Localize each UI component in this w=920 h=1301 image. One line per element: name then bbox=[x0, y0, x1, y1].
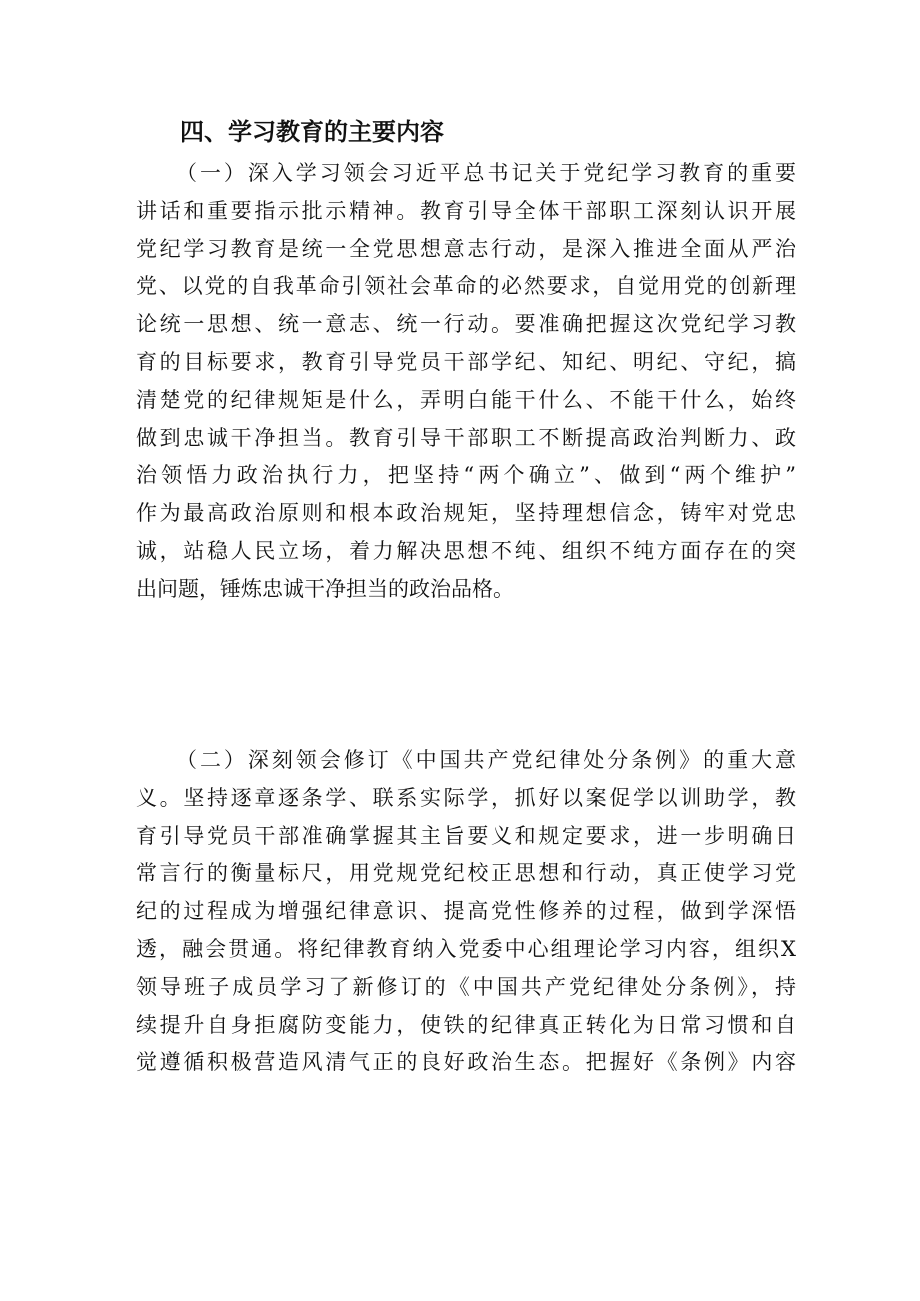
paragraph-line: 育引导党员干部准确掌握其主旨要义和规定要求，进一步明确日 bbox=[136, 823, 796, 848]
paragraph-line: 做到忠诚干净担当。教育引导干部职工不断提高政治判断力、政 bbox=[136, 425, 796, 450]
paragraph-line: 透，融会贯通。将纪律教育纳入党委中心组理论学习内容，组织X bbox=[136, 936, 796, 961]
paragraph-line: 清楚党的纪律规矩是什么，弄明白能干什么、不能干什么，始终 bbox=[136, 387, 796, 412]
paragraph-line: 纪的过程成为增强纪律意识、提高党性修养的过程，做到学深悟 bbox=[136, 899, 796, 924]
paragraph-line: 领导班子成员学习了新修订的《中国共产党纪律处分条例》，持 bbox=[136, 974, 796, 999]
section-heading: 四、学习教育的主要内容 bbox=[180, 118, 444, 146]
paragraph-2 bbox=[136, 742, 796, 1082]
paragraph-line: 作为最高政治原则和根本政治规矩，坚持理想信念，铸牢对党忠 bbox=[136, 501, 796, 526]
paragraph-line: 诚，站稳人民立场，着力解决思想不纯、组织不纯方面存在的突 bbox=[136, 538, 796, 563]
paragraph-line: （一）深入学习领会习近平总书记关于党纪学习教育的重要 bbox=[176, 161, 796, 185]
paragraph-line: 常言行的衡量标尺，用党规党纪校正思想和行动，真正使学习党 bbox=[136, 861, 796, 886]
paragraph-line: 治领悟力政治执行力，把坚持“两个确立”、做到“两个维护” bbox=[136, 463, 796, 488]
paragraph-line: 育的目标要求，教育引导党员干部学纪、知纪、明纪、守纪，搞 bbox=[136, 349, 796, 374]
paragraph-line: 党纪学习教育是统一全党思想意志行动，是深入推进全面从严治 bbox=[136, 236, 796, 261]
paragraph-line: 论统一思想、统一意志、统一行动。要准确把握这次党纪学习教 bbox=[136, 312, 796, 337]
paragraph-line: 党、以党的自我革命引领社会革命的必然要求，自觉用党的创新理 bbox=[136, 274, 796, 299]
paragraph-line: 续提升自身拒腐防变能力，使铁的纪律真正转化为日常习惯和自 bbox=[136, 1012, 796, 1037]
paragraph-line: （二）深刻领会修订《中国共产党纪律处分条例》的重大意 bbox=[176, 748, 796, 772]
paragraph-1 bbox=[136, 155, 796, 609]
paragraph-line: 义。坚持逐章逐条学、联系实际学，抓好以案促学以训助学，教 bbox=[136, 785, 796, 810]
paragraph-line: 讲话和重要指示批示精神。教育引导全体干部职工深刻认识开展 bbox=[136, 198, 796, 223]
paragraph-line: 出问题，锤炼忠诚干净担当的政治品格。 bbox=[136, 576, 514, 601]
paragraph-line: 觉遵循积极营造风清气正的良好政治生态。把握好《条例》内容 bbox=[136, 1050, 796, 1075]
